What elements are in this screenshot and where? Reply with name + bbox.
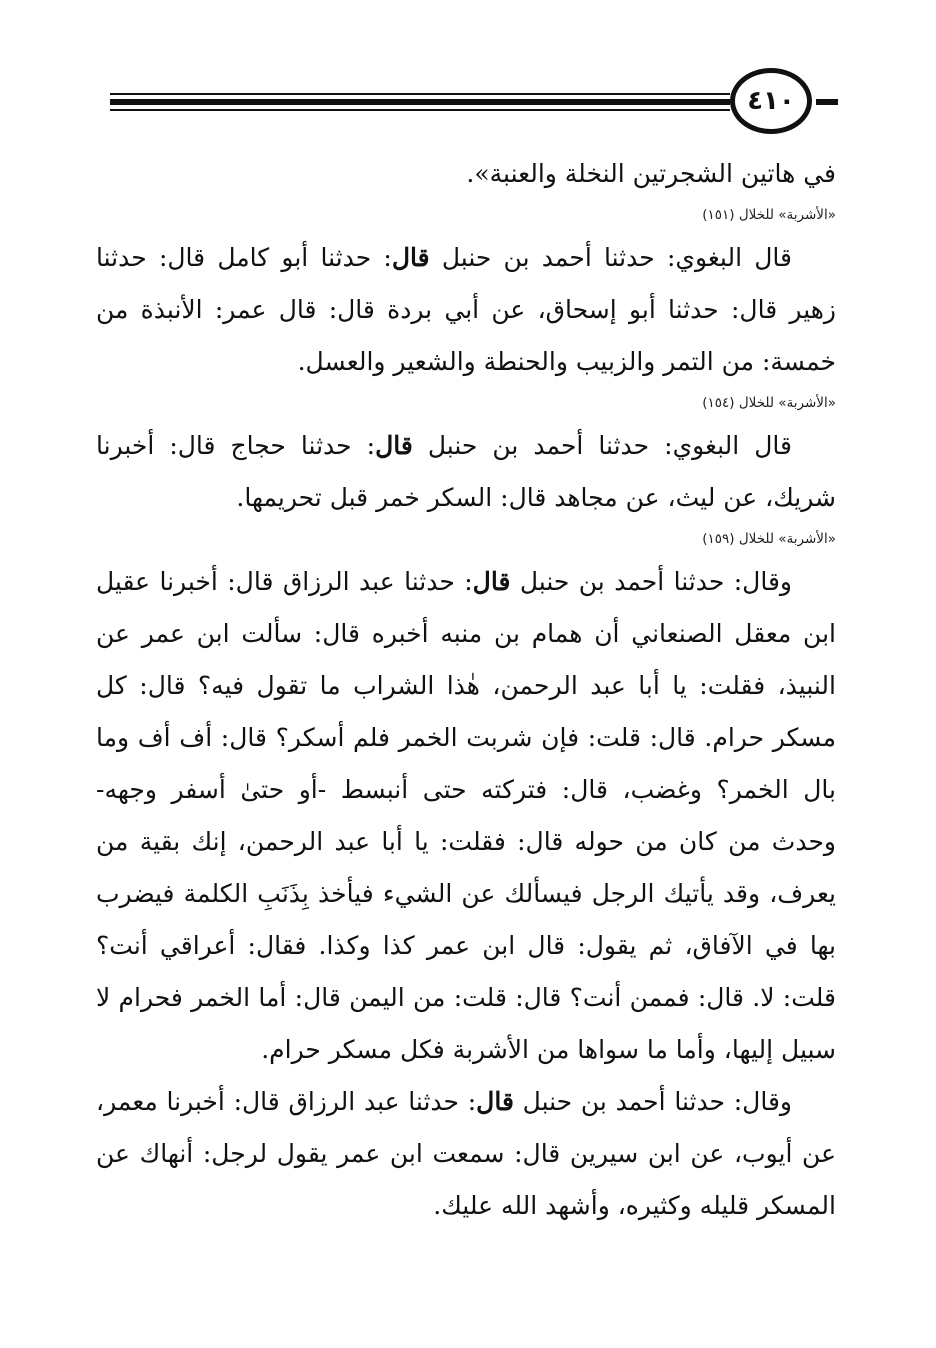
page-body: [96, 148, 836, 1232]
source-citation: «الأشربة» للخلال (١٥١): [702, 207, 836, 223]
source-citation: «الأشربة» للخلال (١٥٤): [702, 395, 836, 411]
page-number-badge: [730, 68, 812, 134]
keyword: قال: [472, 567, 511, 596]
paragraph: وقال: حدثنا أحمد بن حنبل قال: حدثنا عبد الرزاق قال: أخبرنا معمر، عن أيوب، عن ابن سيرين قال: سمعت ابن عمر يقول لرجل: أنهاك عن المسكر قليله وكثيره، وأشهد الله عليك.: [96, 1087, 836, 1220]
paragraph: قال البغوي: حدثنا أحمد بن حنبل قال: حدثنا حجاج قال: أخبرنا شريك، عن ليث، عن مجاهد قال: السكر خمر قبل تحريمها.: [96, 431, 836, 512]
paragraph: في هاتين الشجرتين النخلة والعنبة».: [466, 159, 836, 188]
source-citation: «الأشربة» للخلال (١٥٩): [702, 531, 836, 547]
page-header: [0, 0, 936, 140]
page-number: ٤١٠: [747, 86, 795, 116]
keyword: قال: [476, 1087, 514, 1116]
header-rule: [816, 99, 838, 105]
keyword: قال: [391, 243, 430, 272]
header-rule: [110, 99, 730, 105]
header-rule: [110, 109, 730, 111]
keyword: قال: [375, 431, 413, 460]
paragraph: قال البغوي: حدثنا أحمد بن حنبل قال: حدثنا أبو كامل قال: حدثنا زهير قال: حدثنا أبو إسحاق، عن أبي بردة قال: قال عمر: الأنبذة من خمسة: من التمر والزبيب والحنطة والشعير والعسل.: [96, 243, 836, 376]
paragraph: وقال: حدثنا أحمد بن حنبل قال: حدثنا عبد الرزاق قال: أخبرنا عقيل ابن معقل الصنعاني أن همام بن منبه أخبره قال: سألت ابن عمر عن النبيذ، فقلت: يا أبا عبد الرحمن، هٰذا الشراب ما تقول فيه؟ قال: كل مسكر حرام. قال: قلت: فإن شربت الخمر فلم أسكر؟ قال: أف أف وما بال الخمر؟ وغضب، قال: فتركته حتى أنبسط -أو حتىٰ أسفر وجهه- وحدث من كان من حوله قال: فقلت: يا أبا عبد الرحمن، إنك بقية من يعرف، وقد يأتيك الرجل فيسألك عن الشيء فيأخذ بِذَنَبِ الكلمة فيضرب بها في الآفاق، ثم يقول: قال ابن عمر كذا وكذا. فقال: أعراقي أنت؟ قلت: لا. قال: فممن أنت؟ قال: قلت: من اليمن قال: أما الخمر فحرام لا سبيل إليها، وأما ما سواها من الأشربة فكل مسكر حرام.: [96, 567, 836, 1064]
header-rule: [110, 93, 730, 95]
